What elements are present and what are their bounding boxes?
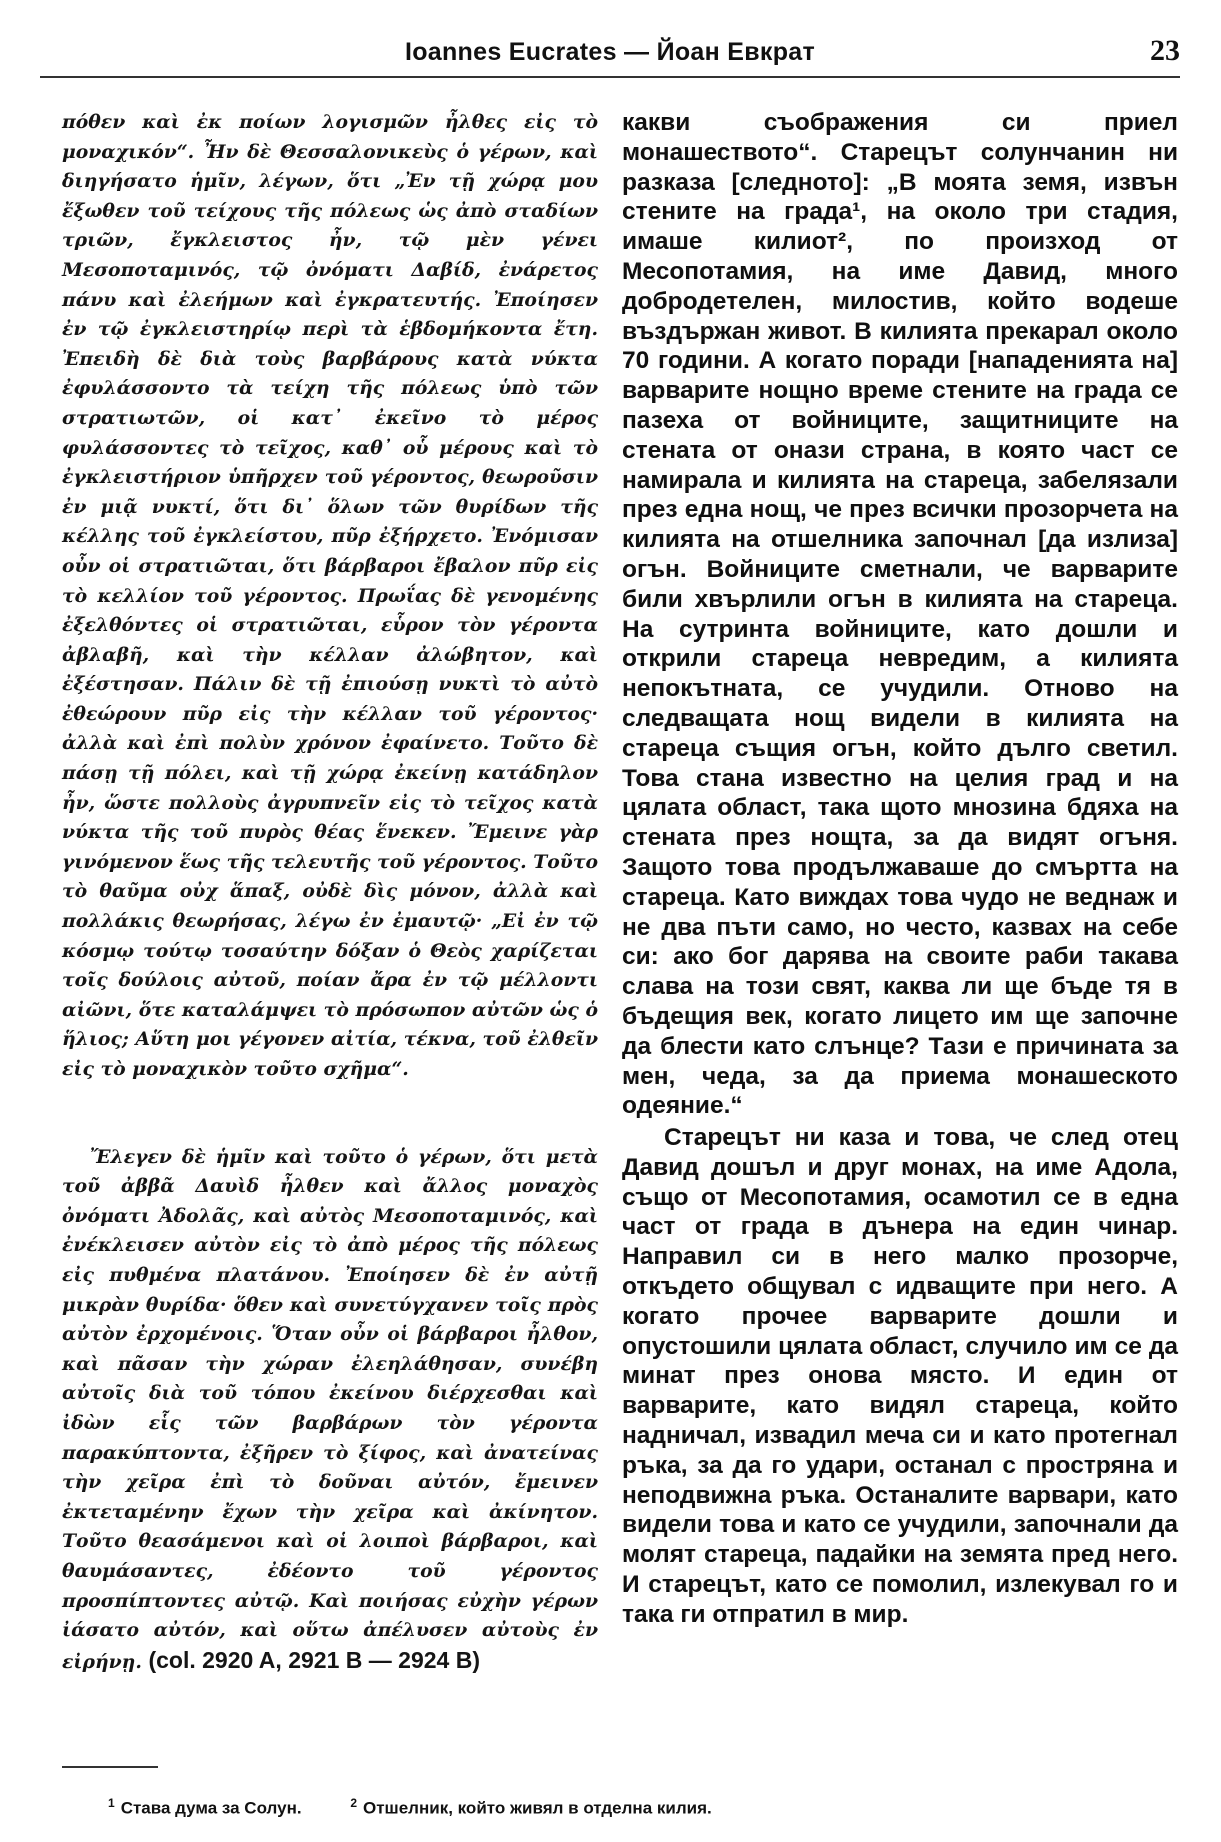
footnote-2: [350, 1796, 711, 1819]
running-header: [40, 32, 1180, 72]
greek-text-column: [62, 108, 598, 1677]
column-reference: (col. 2920 A, 2921 B — 2924 B): [148, 1646, 480, 1673]
footnote-1: [108, 1796, 302, 1819]
footnote-1-mark: 1: [108, 1796, 115, 1810]
translation-paragraph-2: Старецът ни каза и това, че след отец Давид дошъл и друг монах, на име Адола, също от Месопотамия, осамотил се в една част от града в дънера на един чинар. Направил си в него малко прозорче, откъдето общувал с идващите при него. А когато прочее варварите дошли и опустошили цялата област, случило им се да минат през онова място. И един от варварите, като видял стареца, който надничал, извадил меча си и като протегнал ръка, за да го удари, останал с простряна и неподвижна ръка. Останалите варвари, като видели това и като се учудили, започнали да молят стареца, падайки на земята пред него. И старецът, като се помолил, излекувал го и така ги отпратил в мир.: [622, 1124, 1178, 1628]
footnotes: [108, 1796, 1108, 1819]
footnote-divider: [62, 1766, 158, 1768]
footnote-2-mark: 2: [350, 1796, 357, 1810]
footnote-2-text: Отшелник, който живял в отделна килия.: [363, 1798, 712, 1818]
translation-paragraph-1: какви съображения си приел монашеството“. Старецът солунчанин ни разказа [следното]: „В моята земя, извън стените на града¹, на около три стадия, имаше килиот², по произход от Месопотамия, на име Давид, много добродетелен, милостив, който водеше въздържан живот. В килията прекарал около 70 години. А когато поради [нападенията на] варварите нощно време стените на града се пазеха от войниците, защитниците на стената от онази страна, в която част се намирала и килията на стареца, забелязали през една нощ, че през всички прозорчета на килията на отшелника започнал [да излиза] огън. Войниците сметнали, че варварите били хвърлили огън в килията на стареца. На сутринта войниците, като дошли и открили стареца невредим, а килията непокътната, се учудили. Отново на следващата нощ видели в килията на стареца същия огън, който дълго светил. Това стана известно на целия град и на цялата област, така щото мнозина бдяха на стената през нощта, за да видят огъня. Защото това продължаваше до смъртта на стареца. Като виждах това чудо не веднаж и не два пъти само, но често, казвах на себе си: ако бог дарява на своите раби такава слава на този свят, каква ли ще бъде тя в бъдещия век, когато лицето им ще започне да блести като слънце? Тази е причината за мен, чеда, за да приема монашеското одеяние.“: [622, 109, 1178, 1120]
greek-paragraph-2: [62, 1143, 598, 1678]
greek-paragraph-2-text: Ἔλεγεν δὲ ἡμῖν καὶ τοῦτο ὁ γέρων, ὅτι μετὰ τοῦ ἀββᾶ Δαυὶδ ἦλθεν καὶ ἄλλος μοναχὸς ὀνόματι Ἀδολᾶς, καὶ αὐτὸς Μεσοποταμινός, καὶ ἐνέκλεισεν αὐτὸν εἰς τὸ ἀπὸ μέρος τῆς πόλεως εἰς πυθμένα πλατάνου. Ἐποίησεν δὲ ἐν αὐτῇ μικρὰν θυρίδα· ὅθεν καὶ συνετύγχανεν τοῖς πρὸς αὐτὸν ἐρχομένοις. Ὅταν οὖν οἱ βάρβαροι ἦλθον, καὶ πᾶσαν τὴν χώραν ἐλεηλάθησαν, συνέβη αὐτοῖς διὰ τοῦ τόπου ἐκείνου διέρχεσθαι καὶ ἰδὼν εἷς τῶν βαρβάρων τὸν γέροντα παρακύπτοντα, ἐξῆρεν τὸ ξίφος, καὶ ἀνατείνας τὴν χεῖρα ἐπὶ τὸ δοῦναι αὐτόν, ἔμεινεν ἐκτεταμένην ἔχων τὴν χεῖρα καὶ ἀκίνητον. Τοῦτο θεασάμενοι καὶ οἱ λοιποὶ βάρβαροι, καὶ θαυμάσαντες, ἐδέοντο τοῦ γέροντος προσπίπτοντες αὐτῷ. Καὶ ποιήσας εὐχὴν γέρων ἰάσατο αὐτόν, καὶ οὕτω ἀπέλυσεν αὐτοὺς ἐν εἰρήνῃ.: [62, 1145, 598, 1673]
header-divider: [40, 76, 1180, 78]
footnote-1-text: Става дума за Солун.: [120, 1798, 302, 1818]
greek-paragraph-1: πόθεν καὶ ἐκ ποίων λογισμῶν ἦλθες εἰς τὸ μοναχικόν“. Ἦν δὲ Θεσσαλονικεὺς ὁ γέρων, καὶ διηγήσατο ἡμῖν, λέγων, ὅτι „Ἐν τῇ χώρᾳ μου ἔξωθεν τοῦ τείχους τῆς πόλεως ὡς ἀπὸ σταδίων τριῶν, ἔγκλειστος ἦν, τῷ μὲν γένει Μεσοποταμινός, τῷ ὀνόματι Δαβίδ, ἐνάρετος πάνυ καὶ ἐλεήμων καὶ ἐγκρατευτής. Ἐποίησεν ἐν τῷ ἐγκλειστηρίῳ περὶ τὰ ἑβδομήκοντα ἔτη. Ἐπειδὴ δὲ διὰ τοὺς βαρβάρους κατὰ νύκτα ἐφυλάσσοντο τὰ τείχη τῆς πόλεως ὑπὸ τῶν στρατιωτῶν, οἱ κατ᾽ ἐκεῖνο τὸ μέρος φυλάσσοντες τὸ τεῖχος, καθ᾽ οὗ μέρους καὶ τὸ ἐγκλειστήριον ὑπῆρχεν τοῦ γέροντος, θεωροῦσιν ἐν μιᾷ νυκτί, ὅτι δι᾽ ὅλων τῶν θυρίδων τῆς κέλλης τοῦ ἐγκλείστου, πῦρ ἐξήρχετο. Ἐνόμισαν οὖν οἱ στρατιῶται, ὅτι βάρβαροι ἔβαλον πῦρ εἰς τὸ κελλίον τοῦ γέροντος. Πρωΐας δὲ γενομένης ἐξελθόντες οἱ στρατιῶται, εὗρον τὸν γέροντα ἀβλαβῆ, καὶ τὴν κέλλαν ἀλώβητον, καὶ ἐξέστησαν. Πάλιν δὲ τῇ ἐπιούσῃ νυκτὶ τὸ αὐτὸ ἐθεώρουν πῦρ εἰς τὴν κέλλαν τοῦ γέροντος· ἀλλὰ καὶ ἐπὶ πολὺν χρόνον ἐφαίνετο. Τοῦτο δὲ πάσῃ τῇ πόλει, καὶ τῇ χώρᾳ ἐκείνῃ κατάδηλον ἦν, ὥστε πολλοὺς ἀγρυπνεῖν εἰς τὸ τεῖχος κατὰ νύκτα τῆς τοῦ πυρὸς θέας ἕνεκεν. Ἔμεινε γὰρ γινόμενον ἕως τῆς τελευτῆς τοῦ γέροντος. Τοῦτο τὸ θαῦμα οὐχ ἅπαξ, οὐδὲ δὶς μόνον, ἀλλὰ καὶ πολλάκις θεωρήσας, λέγω ἐν ἐμαυτῷ· „Εἰ ἐν τῷ κόσμῳ τούτῳ τοσαύτην δόξαν ὁ Θεὸς χαρίζεται τοῖς δούλοις αὐτοῦ, ποίαν ἄρα ἐν τῷ μέλλοντι αἰῶνι, ὅτε καταλάμψει τὸ πρόσωπον αὐτῶν ὡς ὁ ἥλιος; Αὕτη μοι γέγονεν αἰτία, τέκνα, τοῦ ἐλθεῖν εἰς τὸ μοναχικὸν τοῦτο σχῆμα“.: [62, 111, 598, 1080]
page-number: 23: [1150, 34, 1180, 67]
running-title: Ioannes Eucrates — Йоан Евкрат: [404, 38, 816, 66]
bulgarian-translation-column: [622, 108, 1178, 1630]
